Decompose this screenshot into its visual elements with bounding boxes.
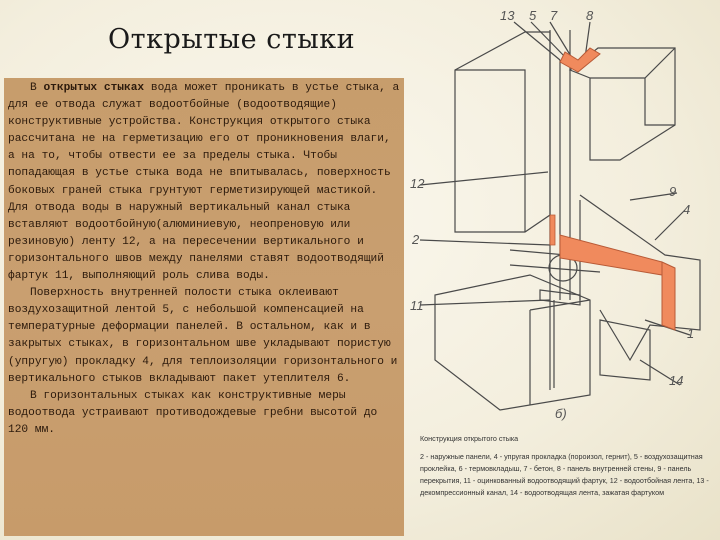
paragraph-2: Поверхность внутренней полости стыка оклеивают воздухозащитной лентой 5, с небольшой компенсацией на температурные деформации панелей. В остальном, как и в закрытых стыках, в горизонтальном шве укладывают пористую (упругую) прокладку 4, для теплоизоляции горизонтального и вертикального стыков вкладывают пакет утеплителя 6. [8, 287, 398, 385]
label-2: 2 [412, 232, 420, 247]
paragraph-1-bold: открытых стыках [43, 82, 145, 94]
diagram-labels [410, 8, 694, 421]
label-13: 13 [500, 8, 515, 23]
label-12: 12 [410, 176, 425, 191]
body-text-panel [4, 78, 404, 536]
label-b: б) [555, 406, 567, 421]
label-5: 5 [529, 8, 537, 23]
paragraph-1-lead: В [30, 82, 44, 94]
label-8: 8 [586, 8, 594, 23]
label-7: 7 [550, 8, 558, 23]
label-1: 1 [687, 326, 695, 341]
label-4: 4 [683, 202, 691, 217]
caption-title: Конструкция открытого стыка [420, 434, 519, 443]
label-11: 11 [410, 298, 424, 313]
caption-text: 2 - наружные панели, 4 - упругая прокладка (пороизол, гернит), 5 - воздухозащитная проклейка, 6 - термовкладыш, 7 - бетон, 8 - панель внутренней стены, 9 - панель перекрытия, 11 - оцинкованный водоотводящий фартук, 12 - водоотбойная лента, 13 - декомпрессионный канал, 14 - водоотводящая лента, зажатая фартуком [420, 452, 709, 497]
paragraph-1 [8, 80, 404, 285]
joint-diagram [400, 0, 720, 430]
label-9: 9 [669, 184, 677, 199]
diagram-lines [420, 22, 700, 410]
label-14: 14 [669, 373, 684, 388]
paragraph-1-rest: вода может проникать в устье стыка, а для ее отвода служат водоотбойные (водоотводящие) конструктивные устройства. Конструкция открытого стыка рассчитана не на герметизацию его от проникновения влаги, а на то, чтобы отвести ее за пределы стыка. Чтобы попадающая в устье стыка вода не впитывалась, поверхность боковых граней стыка грунтуют герметизирующей мастикой. Для отвода воды в наружный вертикальный канал стыка вставляют водоотбойную(алюминиевую, неопреновую или резиновую) ленту 12, а на пересечении вертикального и горизонтального швов между панелями ставят водоотводящий фартук 11, выполняющий роль слива воды. [8, 82, 400, 283]
slide-title: Открытые стыки [108, 24, 356, 55]
accent-parts [550, 48, 675, 330]
figure-caption [420, 433, 710, 499]
paragraph-3: В горизонтальных стыках как конструктивные меры водоотвода устраивают противодождевые гребни высотой до 120 мм. [8, 389, 378, 436]
